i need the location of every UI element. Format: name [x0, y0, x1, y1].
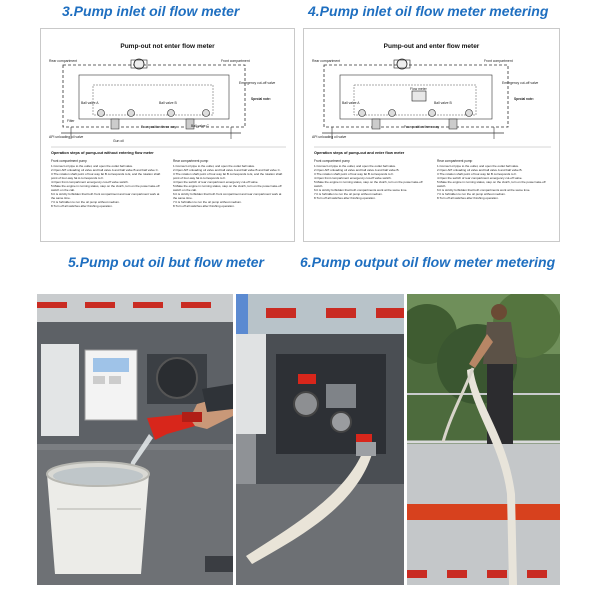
step: 7.It is forbidden to run the oil pump without medium. [51, 200, 120, 204]
four-way-label: Four position three way [404, 125, 440, 129]
step: 4.Open the switch of rear compartment emergency cut-off valve. [437, 176, 523, 180]
filter-label: Filter [67, 119, 75, 123]
flow-meter-label: Flow meter [410, 87, 427, 91]
step: 4.Open the switch of rear compartment emergency cut-off valve. [173, 180, 259, 184]
diagram-pump-out-with-flow-meter [303, 28, 560, 242]
ball-valve-b-label: Ball valve B [159, 101, 177, 105]
step: 8.Turn off all switches after finishing operation. [314, 196, 376, 200]
special-note-label: Special note: [251, 97, 271, 101]
step: 2.Open API unloading oil valve and ball valve A and ball valve B and ball valve C. [51, 168, 159, 172]
rear-steps-column [437, 159, 549, 200]
front-compartment-label: Front compartment [221, 59, 250, 63]
api-valve-label: API unloading oil valve [49, 135, 84, 139]
step: 1.Connect oil pipe to the outlet, and open the outlet ball valve. [51, 164, 134, 168]
photo-nozzle-filling-bucket [37, 294, 233, 585]
emergency-cutoff-label: Emergency cut-off valve [239, 81, 276, 85]
step: 5.Make the engine in running status, step on the clutch, turn on the power take-off switch on the cab. [51, 184, 160, 192]
step: 8.Turn off all switches after finishing operation. [437, 196, 499, 200]
step: 1.Connect oil pipe to the outlet, and open the outlet ball valve. [314, 164, 397, 168]
step: 6.It is strictly forbidden that both compartments work at the same time. [437, 188, 531, 192]
step: 6.It is strictly forbidden that both front compartment and rear compartment work at the same time. [173, 192, 282, 200]
ball-valve-a-label: Ball valve A [342, 101, 360, 105]
step: 7.It is forbidden to run the oil pump without medium. [173, 200, 242, 204]
heading-pump-output-oil-flow-meter-metering: 6.Pump output oil flow meter metering [300, 254, 556, 270]
four-way-label: Four position three way [141, 125, 177, 129]
step: 2.Open API unloading oil valve and ball valve A and ball valve B. [314, 168, 400, 172]
step: 6.It is strictly forbidden that both compartments work at the same time. [314, 188, 408, 192]
heading-pump-out-oil-but-flow-meter: 5.Pump out oil but flow meter [68, 254, 264, 270]
ball-valve-a-label: Ball valve A [81, 101, 99, 105]
heading-pump-inlet-oil-flow-meter-metering: 4.Pump inlet oil flow meter metering [308, 3, 549, 19]
front-steps-column [314, 159, 426, 200]
gun-oil-label: Gun oil [113, 139, 124, 143]
step: 4.Open front compartment emergency cut-off valve switch. [314, 176, 392, 180]
diagram-title: Pump-out not enter flow meter [120, 43, 215, 50]
step: 1.Connect oil pipe to the outlet, and open the outlet ball valve. [173, 164, 256, 168]
steps-title: Operation steps of pump-out and enter flow meter [314, 151, 405, 155]
step: 3.The rotation shaft point of four-way fat B corresponds to F. [437, 172, 517, 176]
photo-worker-hose-on-tank [407, 294, 560, 585]
ball-valve-b-label: Ball valve B [434, 101, 452, 105]
step: 5.Make the engine in running status, step on the clutch, turn on the power take-off switch on the cab. [173, 184, 282, 192]
front-compartment-label: Front compartment [484, 59, 513, 63]
step: 2.Open API unloading oil valve and ball valve A and ball valve B and ball valve C. [173, 168, 281, 172]
photo-pump-hose-outlet [236, 294, 404, 585]
step: 1.Connect oil pipe to the outlet, and open the outlet ball valve. [437, 164, 520, 168]
emergency-cutoff-label: Emergency cut-off valve [502, 81, 539, 85]
rear-compartment-label: Rear compartment [312, 59, 341, 63]
api-valve-label: API unloading oil valve [312, 135, 347, 139]
rear-steps-column [173, 159, 285, 208]
step: 7.It is forbidden to run the oil pump without medium. [437, 192, 506, 196]
rear-steps-heading: Rear compartment pump [173, 159, 209, 163]
steps-title: Operation steps of pump-out without entering flow meter [51, 151, 154, 155]
front-steps-column [51, 159, 163, 208]
step: 2.Open API unloading oil valve and ball valve A and ball valve B. [437, 168, 523, 172]
step: 7.It is forbidden to run the oil pump without medium. [314, 192, 383, 196]
ball-valve-c-label: Ball valve C [191, 124, 209, 128]
heading-pump-inlet-oil-flow-meter: 3.Pump inlet oil flow meter [62, 3, 240, 19]
step: 6.It is strictly forbidden that both front compartment and rear compartment work at the same time. [51, 192, 160, 200]
step: 3.The rotation shaft point of four-way fat B corresponds to E, and the rotation shaft point of four-way fat A corresponds to F. [173, 172, 283, 180]
rear-steps-heading: Rear compartment pump [437, 159, 473, 163]
diagram-pump-out-no-flow-meter [40, 28, 295, 242]
rear-compartment-label: Rear compartment [49, 59, 78, 63]
front-steps-heading: Front compartment pump [314, 159, 350, 163]
step: 4.Open front compartment emergency cut-off valve switch. [51, 180, 129, 184]
special-note-label: Special note: [514, 97, 534, 101]
step: 8.Turn off all switches after finishing operation. [173, 204, 235, 208]
step: 3.The rotation shaft point of four-way fat B corresponds to E, and the rotation shaft point of four-way fat A corresponds to F. [51, 172, 161, 180]
step: 5.Make the engine in running status, step on the clutch, turn on the power take-off switch. [437, 180, 546, 188]
step: 3.The rotation shaft point of four-way fat B corresponds to F. [314, 172, 394, 176]
front-steps-heading: Front compartment pump [51, 159, 87, 163]
step: 8.Turn off all switches after finishing operation. [51, 204, 113, 208]
diagram-title: Pump-out and enter flow meter [383, 43, 480, 50]
step: 5.Make the engine in running status, step on the clutch, turn on the power take-off switch. [314, 180, 423, 188]
